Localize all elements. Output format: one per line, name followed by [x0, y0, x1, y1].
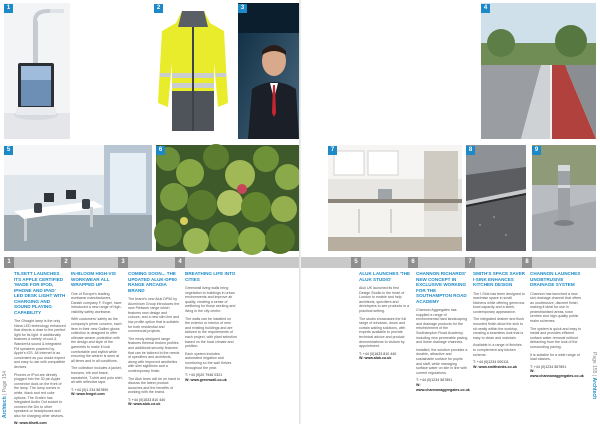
- right-page: [301, 0, 600, 424]
- photo-4: [481, 3, 596, 139]
- photo-7: [328, 145, 462, 251]
- article-website: W: www.fengel.com: [71, 392, 105, 397]
- band-number-5: 5: [351, 257, 361, 268]
- folio-brand: Archtech: [2, 396, 8, 418]
- folio-brand: Archtech: [591, 377, 597, 400]
- ipad-stand-image: [4, 3, 70, 139]
- section-band: [4, 257, 299, 268]
- article-2: [71, 271, 123, 421]
- article-paragraph: Channon Aggregates has supplied a range of environmental hard landscaping and drainage products for the refurbishment of the Southampton Road Academy, including new permeable paving and linear drainage channels.: [416, 308, 468, 345]
- left-page: [0, 0, 299, 424]
- article-paragraph: With customers' safety as the company's prime concern, each item in their new Galileo glows collection is designed to offer ultimate wearer protection with the design and style of the garments to make it look comfortable and stylish while ensuring the wearer is seen at all times and in all conditions.: [71, 317, 122, 363]
- article-paragraph: The Ghraght lamp is the only Nana LED technology enhanced that directs a dose to the perfect light for its light. It additionally features a variety of cool & Wanderful sound & integrated FM speakers powered by Apple's iOS. All Internet is as convenient as you would expect and easy to use with compatible devices.: [14, 319, 66, 369]
- band-number-1: 1: [4, 257, 14, 268]
- photo-3: [238, 3, 299, 139]
- hi-vis-jacket-image: [154, 3, 232, 139]
- article-paragraph: The I-Sink has been designed to maximise space in small kitchens while offering generous bowl capacity and a sleek, contemporary appearance.: [473, 291, 525, 314]
- photo-number: 7: [328, 146, 337, 155]
- article-paragraph: Installed, the solution provides a durable, attractive and sustainable surface for pupils and staff, while managing surface water on site in line with current regulations.: [416, 347, 468, 375]
- article-paragraph: Greenwall living walls bring vegetation to buildings in urban environments and improve air quality, creating a sense of wellbeing for those working and living in the city centre.: [185, 286, 236, 313]
- road-drainage-image: [466, 145, 526, 251]
- photo-number: 1: [4, 4, 13, 13]
- article-paragraph: The system is quick and easy to install and provides efficient surface water removal without detracting from the look of the surrounding paving.: [530, 326, 582, 350]
- article-paragraph: The Aluk team will be on hand to discuss the latest product launches and the benefits of working with the brand.: [128, 376, 180, 395]
- article-title: BREATHING LIFE INTO CITIES: [185, 271, 236, 282]
- article-paragraph: The newly designed range features thermal broken profiles and additional security features that can be tailored to the needs of specifiers and architects, along with improved aesthetics with slim sightlines and a contemporary finish.: [128, 336, 180, 373]
- section-band: [301, 257, 596, 268]
- article-paragraph: It is suitable for a wide range of load classes.: [530, 352, 580, 362]
- photo-number: 3: [238, 4, 247, 13]
- photo-number: 4: [481, 4, 490, 13]
- photo-9: [532, 145, 596, 251]
- article-4: [185, 271, 237, 421]
- article-paragraph: The walls can be installed on the exterior or interior of new and existing buildings and are tailored to the requirements of each project, with plant selection based on the local climate and position.: [185, 316, 237, 349]
- article-paragraph: Available in a range of finishes to complement any kitchen scheme.: [473, 343, 522, 357]
- article-website: W: www.aluk.co.uk: [359, 356, 392, 361]
- article-paragraph: Phones or iPod are directly plugged into the 30 pin Apple connector dock on the front of the lamp. The lamp comes in white, black and red color options. The Grafen has integrated Audio Out socket to connect the Dio to other speakers or headphones and also for charging other devices.: [14, 372, 64, 418]
- cycle-lane-image: [481, 3, 596, 139]
- photo-1: [4, 3, 70, 139]
- photo-5: [4, 145, 152, 251]
- article-5: [359, 271, 411, 421]
- photo-number: 9: [532, 146, 541, 155]
- article-phone: T: +44 (0)1234 567891: [416, 378, 453, 383]
- article-phone: T: +44 (0)1633 810 440: [359, 351, 397, 356]
- article-phone: T: +44 (0)1234 567891: [530, 364, 567, 369]
- article-phone: T: +44 (0)20 7946 0321: [185, 373, 223, 378]
- article-paragraph: One of Europe's leading workwear manufacturers, Danish company F. Engel, have introduced a new range of high-visibility safety workwear.: [71, 291, 122, 314]
- aluk-portrait-image: [238, 3, 299, 139]
- article-title: TILSETT LAUNCHES ITS APPLE CERTIFIED 'MADE FOR IPOD, IPHONE AND IPAD' LED DESK LIGHT WITH CHARGING AND SOUND PLAYING CAPABILITY: [14, 271, 66, 315]
- living-wall-image: [156, 145, 299, 251]
- right-folio: Page 155 | Archtech: [591, 352, 597, 400]
- folio-page: Page 155: [591, 352, 597, 374]
- article-paragraph: The studio showcases the full range of windows, doors and curtain walling solutions, with experts available to provide technical advice and product demonstrations to visitors by appointment.: [359, 316, 407, 349]
- photo-8: [466, 145, 526, 251]
- article-website: W: www.channonaggregates.co.uk: [416, 382, 470, 392]
- photo-number: 2: [154, 4, 163, 13]
- article-title: ALUK LAUNCHES 'THE ALUK STUDIO': [359, 271, 411, 282]
- article-paragraph: Each system includes automated irrigation and monitoring so the wall thrives throughout the year.: [185, 351, 232, 370]
- article-7: [473, 271, 525, 421]
- photo-number: 5: [4, 146, 13, 155]
- photo-2: [154, 3, 232, 139]
- article-paragraph: The brand's new Aluk DP50 by Aluminium Group introduces the new Pielwork range which features new design and colours, and a new slim line and low profile option that is suitable for both residential and commercial projects.: [128, 297, 180, 334]
- article-website: W: www.smithsinks.co.uk: [473, 364, 517, 369]
- article-title: SMITH'S SPACE SAVER I-SINK ENHANCES KITCHEN DESIGN: [473, 271, 525, 287]
- article-phone: T: +44 (0)1234 000111: [473, 360, 509, 365]
- article-3: [128, 271, 180, 421]
- article-website: W: www.tilsett.com: [14, 421, 47, 426]
- article-title: COMING SOON... THE UPDATED ALUK-DP50 RANGE ARCADIA BRAND: [128, 271, 177, 293]
- article-paragraph: The collection includes a jacket, trousers, bib and brace, sweatshirt, T-shirt and polo shirt, all with reflective tape.: [71, 366, 123, 385]
- folio-page: Page 154: [2, 370, 8, 393]
- article-website: W: www.channonaggregates.co.uk: [530, 369, 584, 378]
- photo-number: 6: [156, 146, 165, 155]
- band-number-2: 2: [61, 257, 71, 268]
- article-1: [14, 271, 66, 426]
- article-6: [416, 271, 468, 421]
- kitchen-image: [328, 145, 462, 251]
- article-phone: T: +44 (0)1633 810 440: [128, 397, 166, 402]
- article-paragraph: Aluk UK launched its first Design Studio in the heart of London to enable and help architects, specifiers and developers to see products in a practical setting.: [359, 286, 409, 313]
- article-title: IN-BLOOM HIGH-VIS WORKWEAR ALL WRAPPED UP: [71, 271, 116, 287]
- office-image: [4, 145, 152, 251]
- article-website: W: www.greenwall.co.uk: [185, 377, 227, 382]
- bollard-image: [532, 145, 596, 251]
- photo-number: 8: [466, 146, 475, 155]
- band-number-6: 6: [408, 257, 418, 268]
- article-paragraph: Channon has launched a new slot drainage channel that offers an unobtrusive, discreet finish, making it ideal for use in pedestrianised areas, town centres and high quality public realm schemes.: [530, 291, 582, 324]
- photo-6: [156, 145, 299, 251]
- band-number-4: 4: [175, 257, 185, 268]
- left-folio: Archtech | Page 154: [2, 370, 8, 418]
- article-8: [530, 271, 582, 421]
- band-number-7: 7: [465, 257, 475, 268]
- article-paragraph: The integrated drainer and flush mounted finish allow the sink to sit neatly within the worktop, creating a seamless look that is easy to clean and maintain.: [473, 317, 524, 340]
- band-number-8: 8: [522, 257, 532, 268]
- article-title: CHANNON RICHARDS' NEW CONCEPT IN EXCLUSIVE WORKING FOR THE SOUTHAMPTON ROAD ACADEMY: [416, 271, 467, 304]
- article-website: W: www.aluk.co.uk: [128, 402, 161, 407]
- band-number-3: 3: [118, 257, 128, 268]
- article-phone: T: +44 (0)1 234 567890: [71, 387, 109, 392]
- article-title: CHANNON LAUNCHES UNOBTRUSIVE DRAINAGE SYSTEM: [530, 271, 581, 287]
